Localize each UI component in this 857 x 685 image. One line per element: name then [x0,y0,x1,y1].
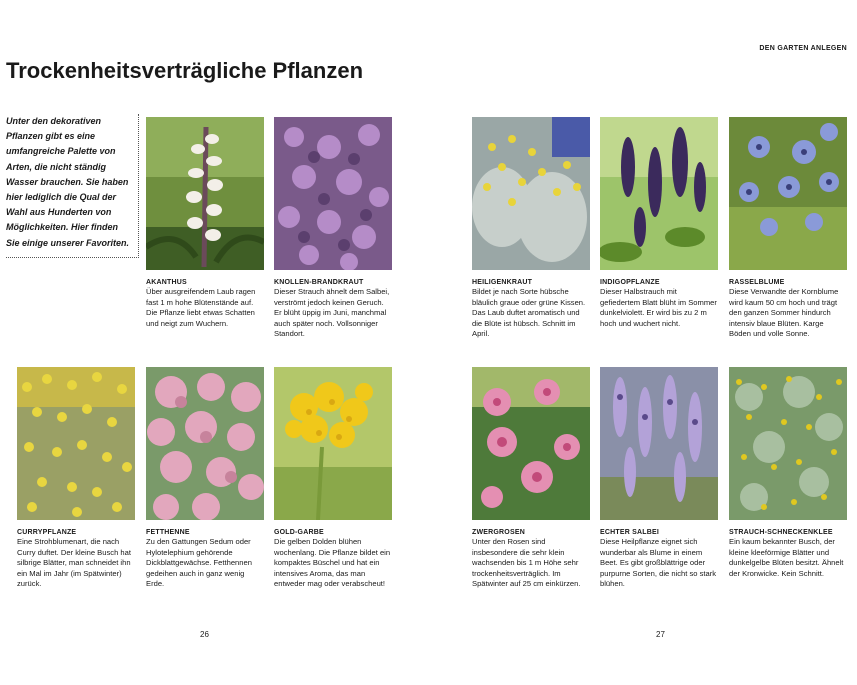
plant-card-knollen-brandkraut [274,117,392,340]
plant-description: Zu den Gattungen Sedum oder Hylotelephium gehörende Dickblattgewächse. Fetthennen gedeihen auch in ganz wenig Erde. [146,537,252,589]
rasselblume-photo [729,117,847,270]
heiligenkraut-photo [472,117,590,270]
plant-description: Unter den Rosen sind insbesondere die sehr klein wachsenden bis 1 m Höhe sehr trockenheitsverträglich. Im Spätwinter auf 25 cm einkürzen. [472,537,581,589]
plant-name: ZWERGROSEN [472,529,525,536]
plant-card-currypflanze [17,367,135,590]
plant-description: Die gelben Dolden blühen wochenlang. Die Pflanze bildet ein kompaktes Büschel und hat ein intensives Aroma, das man entweder mag oder verabscheut! [274,537,391,589]
fetthenne-photo [146,367,264,520]
plant-name: HEILIGENKRAUT [472,279,533,286]
plant-card-strauch-schneckenklee [729,367,847,579]
plant-name: STRAUCH-SCHNECKENKLEE [729,529,833,536]
plant-description: Bildet je nach Sorte hübsche bläulich graue oder grüne Kissen. Das Laub duftet aromatisch und die Blüte ist hübsch. Schnitt im April. [472,287,586,339]
plant-name: KNOLLEN-BRANDKRAUT [274,279,364,286]
plant-name: FETTHENNE [146,529,190,536]
gold-garbe-photo [274,367,392,520]
plant-name: INDIGOPFLANZE [600,279,660,286]
plant-card-fetthenne [146,367,264,590]
plant-name: GOLD-GARBE [274,529,324,536]
plant-card-indigopflanze [600,117,718,329]
plant-name: ECHTER SALBEI [600,529,659,536]
knollen-brandkraut-photo [274,117,392,270]
plant-card-heiligenkraut [472,117,590,340]
akanthus-photo [146,117,264,270]
currypflanze-photo [17,367,135,520]
page-number-left: 26 [200,630,209,639]
plant-name: AKANTHUS [146,279,187,286]
indigopflanze-photo [600,117,718,270]
plant-card-akanthus [146,117,264,329]
plant-card-rasselblume [729,117,847,340]
plant-card-zwergrosen [472,367,590,590]
page-number-right: 27 [656,630,665,639]
plant-description: Dieser Halbstrauch mit gefiedertem Blatt blüht im Sommer dunkelviolett. Er wird bis zu 2 m hoch und wuchert nicht. [600,287,717,328]
strauch-schneckenklee-photo [729,367,847,520]
plant-description: Ein kaum bekannter Busch, der kleine kleeförmige Blätter und dunkelgelbe Blüten besitzt. Ähnelt der Kronwicke. Kein Schnitt. [729,537,844,578]
plant-description: Eine Strohblumenart, die nach Curry duftet. Der kleine Busch hat silbrige Blätter, man schneidet ihn ein Mal im Jahr (im Spätwinter) zurück. [17,537,131,589]
page-title: Trockenheitsverträgliche Pflanzen [6,58,364,83]
plant-description: Diese Verwandte der Kornblume wird kaum 50 cm hoch und trägt den ganzen Sommer hindurch intensiv blaue Blüten. Karge Böden und volle Sonne. [729,287,839,339]
plant-name: RASSELBLUME [729,279,785,286]
zwergrosen-photo [472,367,590,520]
plant-card-gold-garbe [274,367,392,590]
plant-name: CURRYPFLANZE [17,529,77,536]
plant-card-echter-salbei [600,367,718,590]
plant-description: Diese Heilpflanze eignet sich wunderbar als Blume in einem Beet. Es gibt großblättrige oder purpurne Sorten, die nicht so stark blühen. [600,537,717,589]
echter-salbei-photo [600,367,718,520]
plant-description: Über ausgreifendem Laub ragen fast 1 m hohe Blütenstände auf. Die Pflanze liebt etwas Schatten und neigt zum Wuchern. [146,287,256,328]
intro-text: Unter den dekorativen Pflanzen gibt es eine umfangreiche Palette von Arten, die nicht ständig Wasser brauchen. Sie haben hier lediglich die Qual der Wahl aus Hunderten von Möglichkeiten. Hier finden Sie einige unserer Favoriten. [6,114,139,258]
section-header: DEN GARTEN ANLEGEN [759,45,847,52]
plant-description: Dieser Strauch ähnelt dem Salbei, verströmt jedoch keinen Geruch. Er blüht üppig im Juni, manchmal auch später noch. Vollsonniger Standort. [274,287,390,339]
